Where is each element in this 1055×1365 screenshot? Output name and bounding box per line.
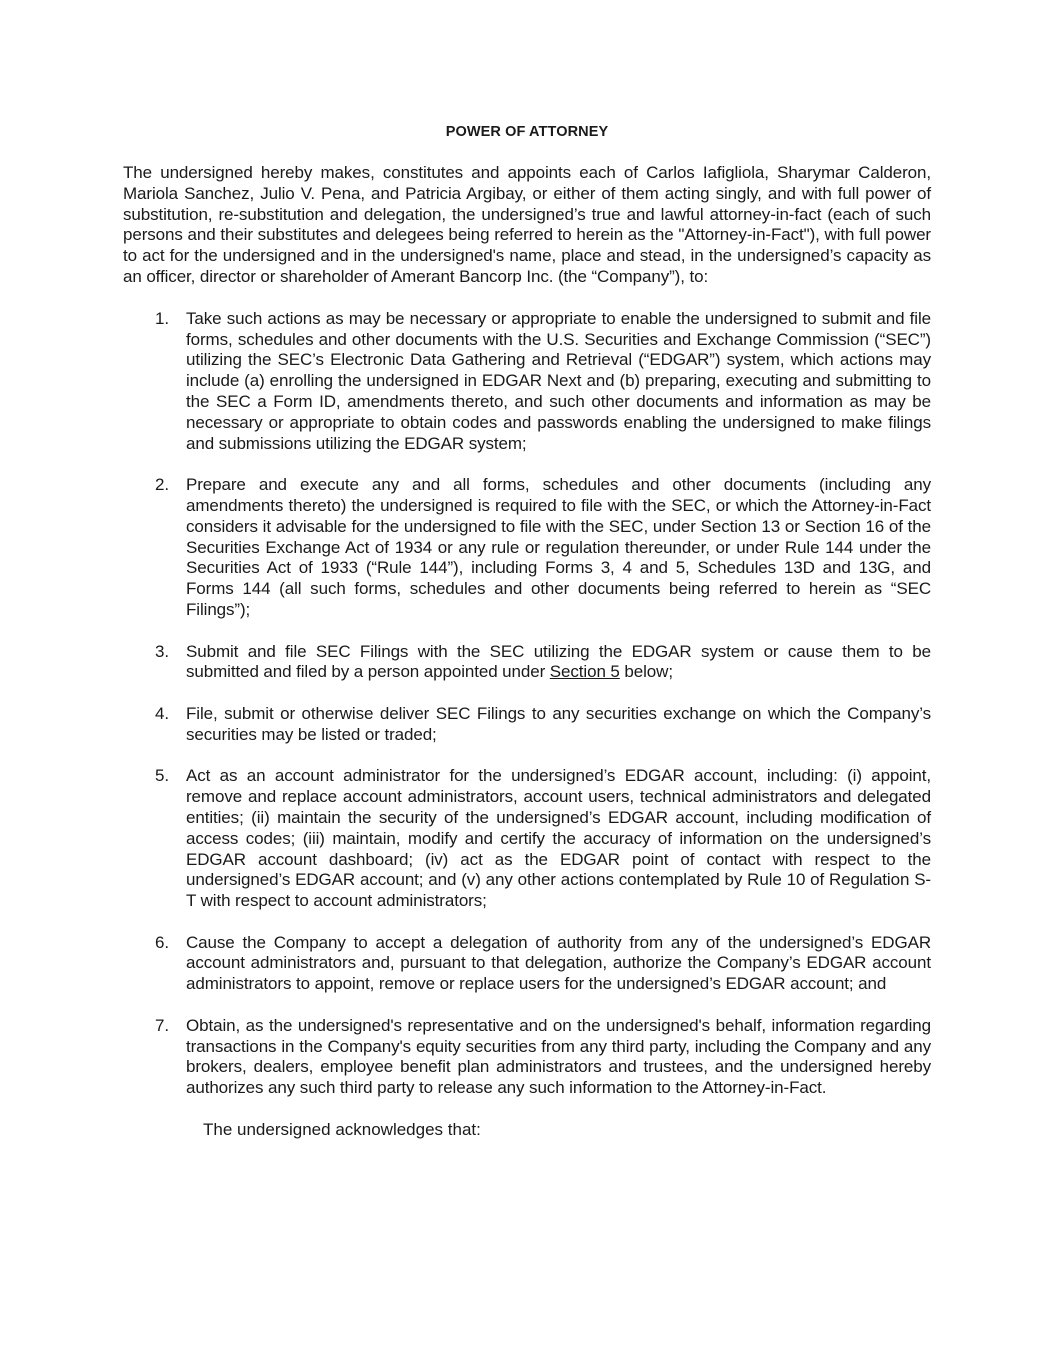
list-item [123,704,931,746]
list-item-number: 7. [155,1015,169,1035]
list-item-text: File, submit or otherwise deliver SEC Filings to any securities exchange on which the Company’s securities may be listed or traded; [186,703,931,744]
list-item-text [186,642,931,682]
list-item [123,475,931,621]
list-item-text-after: below; [619,662,673,682]
list-item [123,309,931,455]
document-page [123,122,931,1141]
list-item-number: 5. [155,766,169,786]
list-item [123,642,931,684]
list-item-text: Take such actions as may be necessary or appropriate to enable the undersigned to submit and file forms, schedules and other documents with the U.S. Securities and Exchange Commission (“SEC”) utilizing the SEC’s Electronic Data Gathering and Retrieval (“EDGAR”) system, which actions may include (a) enrolling the undersigned in EDGAR Next and (b) preparing, executing and submitting to the SEC a Form ID, amendments thereto, and such other documents and information as may be necessary or appropriate to obtain codes and passwords enabling the undersigned to make filings and submissions utilizing the EDGAR system; [186,308,931,453]
list-item-text: Prepare and execute any and all forms, schedules and other documents (including any amendments thereto) the undersigned is required to file with the SEC, or which the Attorney-in-Fact considers it advisable for the undersigned to file with the SEC, under Section 13 or Section 16 of the Securities Exchange Act of 1934 or any rule or regulation thereunder, or under Rule 144 under the Securities Act of 1933 (“Rule 144”), including Forms 3, 4 and 5, Schedules 13D and 13G, and Forms 144 (all such forms, schedules and other documents being referred to herein as “SEC Filings”); [186,475,931,619]
list-item-text-before: Submit and file SEC Filings with the SEC utilizing the EDGAR system or cause them to be submitted and filed by a person appointed under [186,641,931,682]
list-item [123,933,931,995]
list-item-text: Obtain, as the undersigned's representative and on the undersigned's behalf, information regarding transactions in the Company's equity securities from any third party, including the Company and any brokers, dealers, employee benefit plan administrators and trustees, and the undersigned hereby authorizes any such third party to release any such information to the Attorney-in-Fact. [186,1015,931,1098]
list-item-text: Cause the Company to accept a delegation of authority from any of the undersigned’s EDGAR account administrators and, pursuant to that delegation, authorize the Company’s EDGAR account administrators to appoint, remove or replace users for the undersigned’s EDGAR account; and [186,932,931,994]
powers-list [123,309,931,1099]
list-item-number: 3. [155,641,169,661]
closing-paragraph: The undersigned acknowledges that: [203,1119,481,1139]
list-item-number: 4. [155,703,169,723]
list-item [123,766,931,912]
section-5-link[interactable]: Section 5 [549,662,620,682]
document-title: POWER OF ATTORNEY [445,124,609,140]
list-item-number: 6. [155,932,169,952]
list-item-number: 1. [155,308,169,328]
list-item [123,1016,931,1099]
intro-paragraph: The undersigned hereby makes, constitutes and appoints each of Carlos Iafigliola, Sharymar Calderon, Mariola Sanchez, Julio V. Pena, and Patricia Argibay, or either of them acting singly, and with full power of substitution, re-substitution and delegation, the undersigned’s true and lawful attorney-in-fact (each of such persons and their substitutes and delegees being referred to herein as the "Attorney-in-Fact"), with full power to act for the undersigned and in the undersigned's name, place and stead, in the undersigned’s capacity as an officer, director or shareholder of Amerant Bancorp Inc. (the “Company”), to: [123,163,931,286]
list-item-text: Act as an account administrator for the undersigned’s EDGAR account, including: (i) appoint, remove and replace account administrators, account users, technical administrators and delegated entities; (ii) maintain the security of the undersigned’s EDGAR account, including modification of access codes; (iii) maintain, modify and certify the accuracy of information on the undersigned’s EDGAR account dashboard; (iv) act as the EDGAR point of contact with respect to the undersigned’s EDGAR account; and (v) any other actions contemplated by Rule 10 of Regulation S-T with respect to account administrators; [186,766,931,911]
list-item-number: 2. [155,475,169,495]
